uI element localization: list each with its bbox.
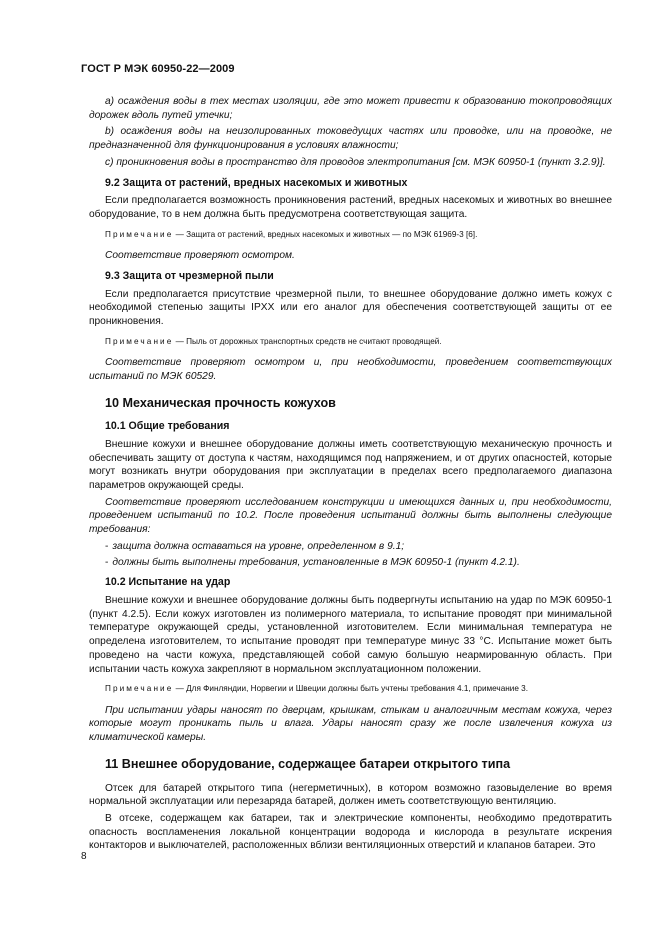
bullet-dash: - [105,540,109,552]
italic-paragraph: Соответствие проверяют осмотром и, при необходимости, проведением соответствующих испытаний по МЭК 60529. [89,357,612,382]
subsection-heading: 10.2 Испытание на удар [105,576,231,589]
bullet-dash: - [105,556,109,568]
italic-paragraph: b) осаждения воды на неизолированных токоведущих частях или проводке, или на проводке, не предназначенной для функционирования в условиях влажности; [89,126,612,152]
paragraph: В отсеке, содержащем как батареи, так и электрические компоненты, необходимо предотвратить опасность воспламенения локальной концентрации водорода и кислорода в результате искрения контакторов и выключателей, расположенных вблизи вентиляционных отверстий и клапанов батареи. Это [89,812,612,852]
note [89,336,612,348]
note-text: — Защита от растений, вредных насекомых и животных — по МЭК 61969-3 [6]. [173,229,478,239]
paragraph: Если предполагается возможность проникновения растений, вредных насекомых и животных во внешнее оборудование, то в нем должна быть предусмотрена соответствующая защита. [89,195,612,220]
subsection-heading: 10.1 Общие требования [105,420,230,433]
note-label: Примечание [105,229,174,239]
note-label: Примечание [105,684,174,694]
subsection-heading: 9.2 Защита от растений, вредных насекомых и животных [105,176,408,189]
paragraph: Внешние кожухи и внешнее оборудование должны иметь соответствующую механическую прочность и обеспечивать защиту от доступа к частям, находящимся под напряжением, и от других опасностей, которые могут возникать внутри оборудования при эксплуатации в пределах всего предполагаемого диапазона параметров окружающей среды. [89,438,612,492]
paragraph: Если предполагается присутствие чрезмерной пыли, то внешнее оборудование должно иметь кожух с необходимой степенью защиты IPXX или его аналог для обеспечения соответствующей защиты от ее проникновения. [89,288,612,327]
page-number: 8 [81,851,87,862]
note-text: — Пыль от дорожных транспортных средств не считают проводящей. [173,336,442,346]
list-item [105,556,612,570]
italic-paragraph: c) проникновения воды в пространство для проводов электропитания [см. МЭК 60950-1 (пункт 3.2.9)]. [105,156,606,168]
italic-paragraph: Соответствие проверяют исследованием конструкции и имеющихся данных и, при необходимости, проведением испытаний по 10.2. После проведения испытаний должны быть выполнены следующие требования: [89,496,612,536]
note [89,683,612,695]
list-item [105,540,612,554]
list-item-text: защита должна оставаться на уровне, определенном в 9.1; [112,540,405,552]
note [89,229,612,241]
note-text: — Для Финляндии, Норвегии и Швеции должны быть учтены требования 4.1, примечание 3. [173,684,528,694]
italic-paragraph: Соответствие проверяют осмотром. [105,250,295,262]
list-item-text: должны быть выполнены требования, установленные в МЭК 60950-1 (пункт 4.2.1). [112,556,520,568]
italic-paragraph: При испытании удары наносят по дверцам, крышкам, стыкам и аналогичным местам кожуха, через которые могут проникать пыль и влага. Удары наносят сразу же после извлечения кожуха из климатической камеры. [89,704,612,744]
subsection-heading: 9.3 Защита от чрезмерной пыли [105,269,274,282]
note-label: Примечание [105,336,174,346]
section-heading: 10 Механическая прочность кожухов [105,395,336,410]
document-body [89,95,612,856]
paragraph: Отсек для батарей открытого типа (негерметичных), в котором возможно газовыделение во время нормальной эксплуатации или перезаряда батарей, должен иметь соответствующую вентиляцию. [89,782,612,808]
document-header: ГОСТ Р МЭК 60950-22—2009 [81,63,235,75]
section-heading: 11 Внешнее оборудование, содержащее батареи открытого типа [105,756,511,771]
paragraph: Внешние кожухи и внешнее оборудование должны быть подвергнуты испытанию на удар по МЭК 60950-1 (пункт 4.2.5). Если кожух изготовлен из полимерного материала, то испытание проводят при минимальной температуре окружающей среды, установленной изготовителем. Если минимальная температура не определена изготовителем, то испытание проводят при температуре минус 33 °С. Испытание может быть проведено на части кожуха, представляющей собой самую большую неармированную область. При испытании часть кожуха закрепляют в нормальном эксплуатационном положении. [89,594,612,675]
italic-paragraph: a) осаждения воды в тех местах изоляции, где это может привести к образованию токопроводящих дорожек вдоль путей утечки; [89,96,612,121]
